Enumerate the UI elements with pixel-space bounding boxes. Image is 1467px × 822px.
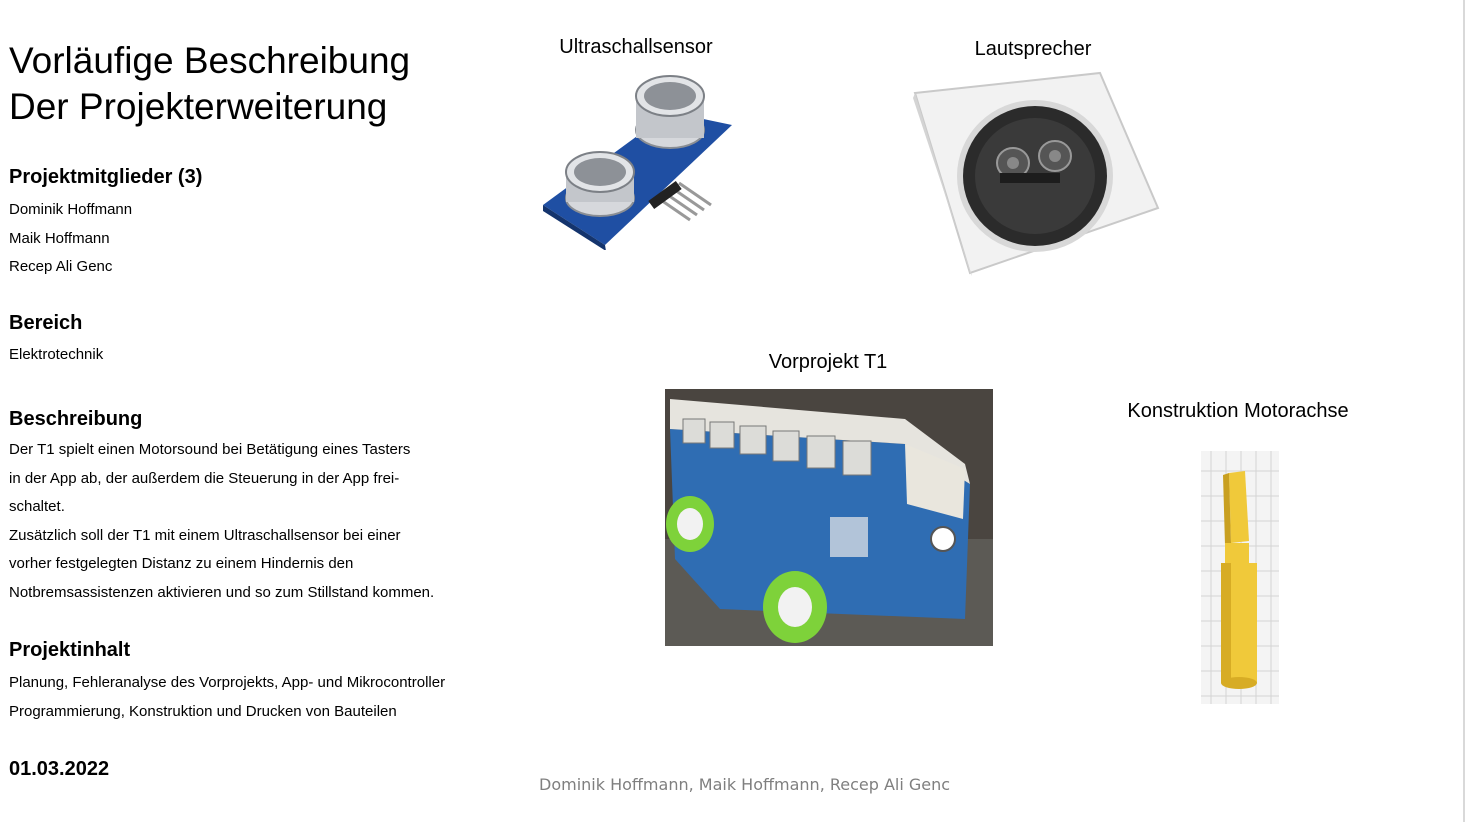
footer-authors: Dominik Hoffmann, Maik Hoffmann, Recep Ali Genc: [539, 775, 951, 794]
page-title: [9, 38, 410, 130]
speaker-caption: Lautsprecher: [974, 38, 1092, 60]
area-heading: Bereich: [9, 312, 83, 334]
members-list: [9, 196, 132, 282]
description-line: Der T1 spielt einen Motorsound bei Betätigung eines Tasters: [9, 441, 411, 458]
content-line: Programmierung, Konstruktion und Drucken von Bauteilen: [9, 702, 397, 720]
content-line: Planung, Fehleranalyse des Vorprojekts, App- und Mikrocontroller: [9, 674, 446, 691]
speaker-image: [910, 68, 1160, 278]
area-value: Elektrotechnik: [9, 346, 104, 363]
description-line: in der App ab, der außerdem die Steuerung in der App frei-: [9, 469, 400, 487]
vorprojekt-t1-photo: [665, 389, 993, 646]
member-name: Dominik Hoffmann: [9, 201, 133, 218]
content-heading: Projektinhalt: [9, 639, 131, 661]
description-text: [9, 436, 434, 607]
member-name: Recep Ali Genc: [9, 258, 113, 275]
bus-caption: Vorprojekt T1: [768, 351, 888, 373]
motor-axle-render: [1201, 451, 1279, 704]
title-line-1: Vorläufige Beschreibung: [9, 40, 411, 81]
description-line: Zusätzlich soll der T1 mit einem Ultraschallsensor bei einer: [9, 526, 401, 544]
title-line-2: Der Projekterweiterung: [9, 86, 388, 127]
description-heading: Beschreibung: [9, 408, 143, 430]
members-heading: Projektmitglieder (3): [9, 166, 203, 188]
description-line: vorher festgelegten Distanz zu einem Hindernis den: [9, 555, 354, 572]
description-line: schaltet.: [9, 498, 65, 515]
sensor-caption: Ultraschallsensor: [559, 36, 713, 58]
ultrasonic-sensor-image: [540, 70, 735, 250]
member-name: Maik Hoffmann: [9, 229, 110, 247]
axle-caption: Konstruktion Motorachse: [1127, 400, 1349, 422]
date: 01.03.2022: [9, 758, 110, 780]
page-edge-rule: [1463, 0, 1465, 822]
description-line: Notbremsassistenzen aktivieren und so zum Stillstand kommen.: [9, 583, 435, 601]
content-text: [9, 669, 445, 726]
